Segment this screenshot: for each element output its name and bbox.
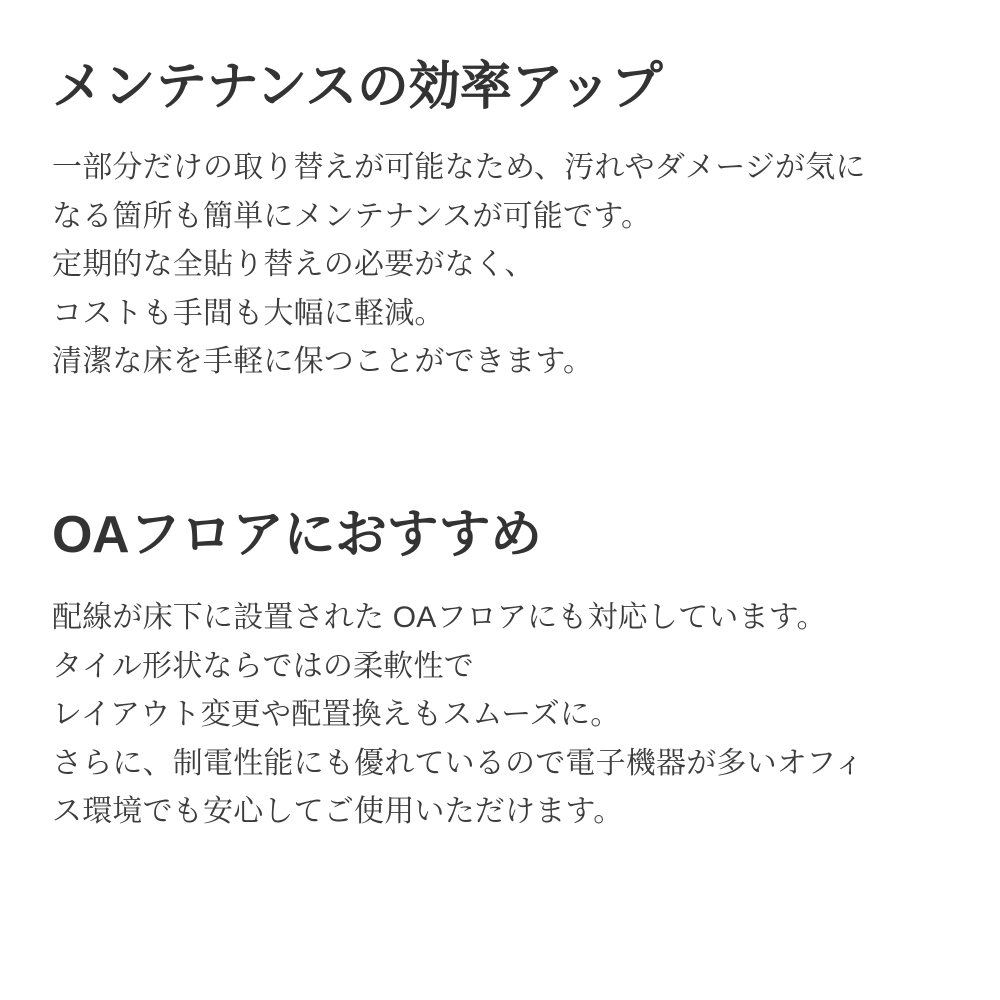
body-line: 定期的な全貼り替えの必要がなく、 (52, 248, 535, 282)
body-line: タイル形状ならではの柔軟性で (52, 649, 474, 683)
section-maintenance-efficiency (52, 55, 948, 387)
section-heading: メンテナンスの効率アップ (52, 58, 663, 116)
body-line: ス環境でも安心してご使用いただけます。 (52, 795, 624, 829)
body-line: 配線が床下に設置された OAフロアにも対応しています。 (52, 600, 827, 634)
body-line: なる箇所も簡単にメンテナンスが可能です。 (52, 199, 652, 233)
body-line: コストも手間も大幅に軽減。 (52, 296, 445, 330)
section-body (52, 144, 948, 387)
section-oa-floor-recommendation (52, 503, 948, 837)
body-line: 一部分だけの取り替えが可能なため、汚れやダメージが気に (52, 151, 866, 184)
body-line: 清潔な床を手軽に保つことができます。 (52, 345, 594, 379)
body-line: レイアウト変更や配置換えもスムーズに。 (52, 698, 621, 732)
section-body (52, 594, 948, 837)
section-heading: OAフロアにおすすめ (52, 505, 542, 564)
body-line: さらに、制電性能にも優れているので電子機器が多いオフィ (52, 746, 865, 780)
section-spacer (52, 387, 948, 503)
